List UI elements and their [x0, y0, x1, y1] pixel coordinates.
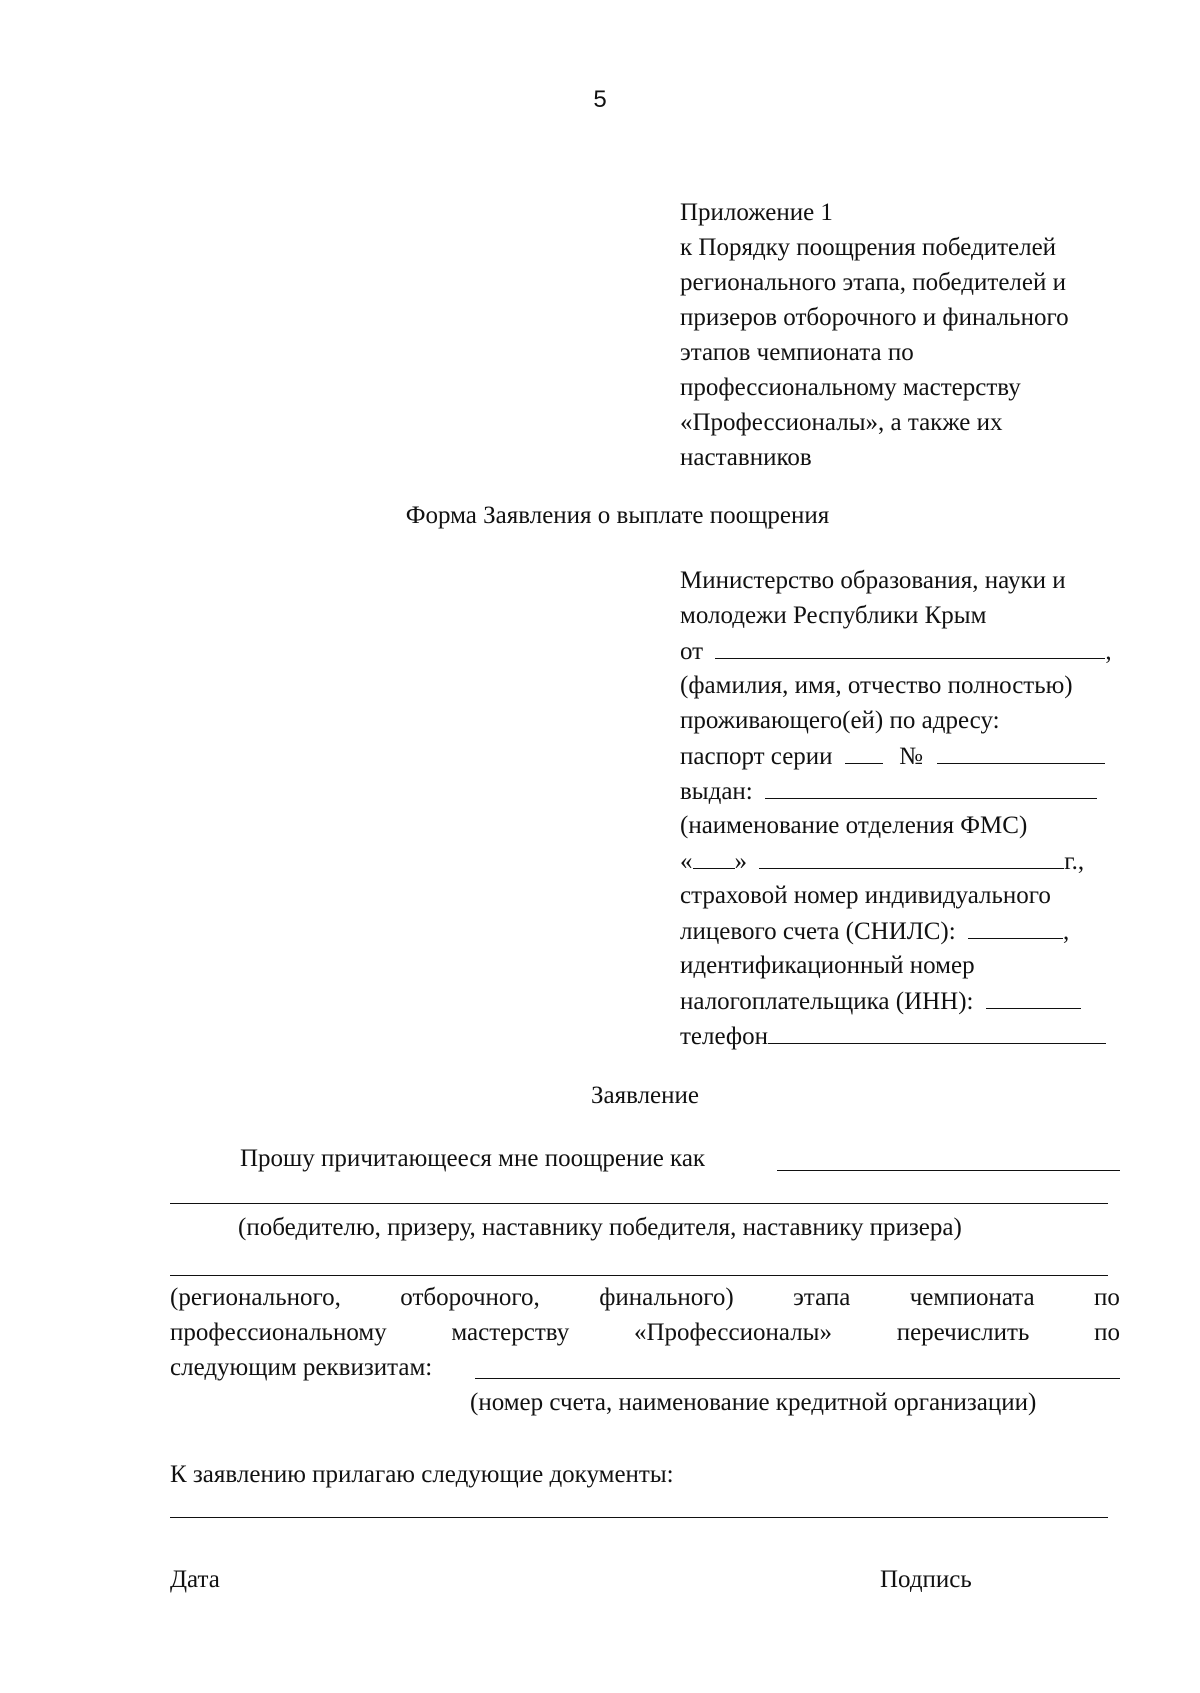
issued-row — [680, 773, 1120, 808]
passport-row — [680, 738, 1120, 773]
passport-series-label: паспорт серии — [680, 743, 833, 770]
addressee-line: молодежи Республики Крым — [680, 602, 987, 629]
skill-word: по — [1094, 1319, 1120, 1346]
from-row — [680, 633, 1120, 668]
appendix-line: «Профессионалы», а также их — [680, 409, 1003, 436]
year-suffix: г., — [1064, 848, 1085, 875]
addressee-line: Министерство образования, науки и — [680, 567, 1066, 594]
account-hint: (номер счета, наименование кредитной организации) — [470, 1389, 1037, 1416]
inn-label: налогоплательщика (ИНН): — [680, 988, 974, 1015]
snils-label: лицевого счета (СНИЛС): — [680, 918, 956, 945]
phone-row — [680, 1018, 1120, 1053]
issue-day-blank[interactable] — [693, 843, 735, 869]
fms-hint: (наименование отделения ФМС) — [680, 812, 1028, 839]
page-number: 5 — [593, 86, 607, 113]
inn-line: идентификационный номер — [680, 952, 975, 979]
attachments-label: К заявлению прилагаю следующие документы: — [170, 1461, 674, 1488]
from-label: от — [680, 638, 704, 665]
role-blank[interactable] — [170, 1275, 1108, 1276]
inn-blank[interactable] — [986, 983, 1081, 1009]
inn-row — [680, 983, 1120, 1018]
skill-word: «Профессионалы» — [633, 1319, 832, 1346]
issued-label: выдан: — [680, 778, 753, 805]
issued-blank[interactable] — [765, 773, 1097, 799]
skill-word: профессиональному — [170, 1319, 387, 1346]
attachments-blank[interactable] — [170, 1517, 1108, 1518]
passport-number-label: № — [899, 743, 923, 770]
skill-word: перечислить — [896, 1319, 1030, 1346]
appendix-line: регионального этапа, победителей и — [680, 269, 1066, 296]
stage-word: (регионального, — [170, 1284, 341, 1311]
details-blank[interactable] — [475, 1378, 1120, 1379]
date-label: Дата — [170, 1566, 220, 1593]
appendix-line: наставников — [680, 444, 812, 471]
appendix-line: призеров отборочного и финального — [680, 304, 1069, 331]
statement-title: Заявление — [590, 1082, 700, 1109]
stage-line — [170, 1280, 1120, 1315]
appendix-title: Приложение 1 — [680, 199, 833, 226]
stage-word: финального) — [599, 1284, 734, 1311]
snils-blank[interactable] — [968, 913, 1063, 939]
snils-comma: , — [1062, 918, 1070, 945]
skill-word: мастерству — [451, 1319, 570, 1346]
address-label: проживающего(ей) по адресу: — [680, 707, 1000, 734]
skill-line — [170, 1315, 1120, 1350]
phone-blank[interactable] — [768, 1018, 1106, 1044]
issue-date-row — [680, 843, 1120, 878]
request-continuation-blank[interactable] — [170, 1203, 1108, 1204]
stage-word: этапа — [793, 1284, 851, 1311]
appendix-line: этапов чемпионата по — [680, 339, 914, 366]
request-role-blank[interactable] — [777, 1170, 1120, 1171]
form-title: Форма Заявления о выплате поощрения — [405, 502, 830, 529]
details-label: следующим реквизитам: — [170, 1354, 433, 1381]
fio-blank[interactable] — [715, 633, 1105, 659]
date-close-quote: » — [734, 848, 747, 875]
stage-word: по — [1094, 1284, 1120, 1311]
signature-label: Подпись — [880, 1566, 972, 1593]
role-hint: (победителю, призеру, наставнику победителя, наставнику призера) — [238, 1214, 962, 1241]
passport-series-blank[interactable] — [845, 738, 883, 764]
from-comma: , — [1105, 638, 1112, 665]
appendix-line: к Порядку поощрения победителей — [680, 234, 1057, 261]
request-text: Прошу причитающееся мне поощрение как — [240, 1145, 706, 1172]
stage-word: отборочного, — [400, 1284, 540, 1311]
appendix-line: профессиональному мастерству — [680, 374, 1021, 401]
passport-number-blank[interactable] — [937, 738, 1105, 764]
appendix-header — [680, 195, 1120, 475]
snils-line: страховой номер индивидуального — [680, 882, 1051, 909]
phone-label: телефон — [680, 1023, 768, 1050]
snils-row — [680, 913, 1120, 948]
issue-month-year-blank[interactable] — [759, 843, 1064, 869]
fio-hint: (фамилия, имя, отчество полностью) — [680, 672, 1073, 699]
addressee-block — [680, 563, 1120, 1053]
date-open-quote: « — [680, 848, 693, 875]
stage-word: чемпионата — [909, 1284, 1035, 1311]
